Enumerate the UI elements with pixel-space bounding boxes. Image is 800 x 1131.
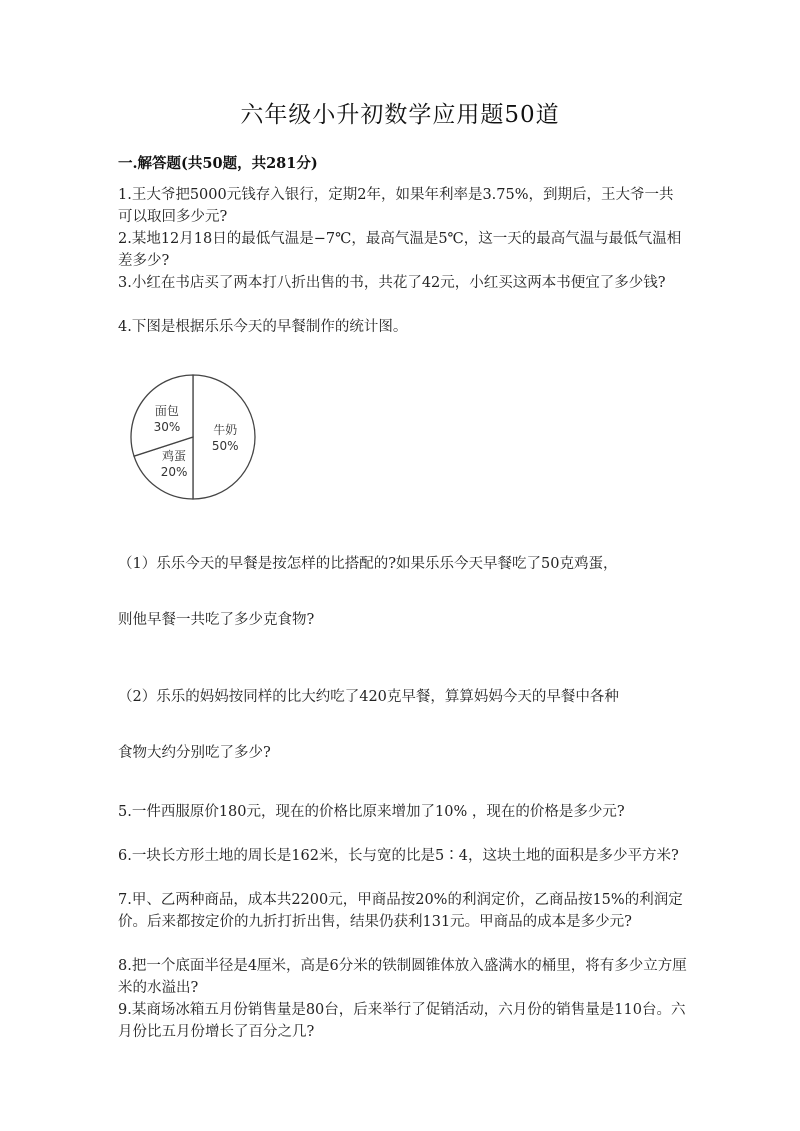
question-4-sub2-line1: （2）乐乐的妈妈按同样的比大约吃了420克早餐，算算妈妈今天的早餐中各种	[118, 689, 619, 705]
question-2: 2.某地12月18日的最低气温是−7℃，最高气温是5℃，这一天的最高气温与最低气温相差多少?	[118, 231, 682, 269]
pie-slice-label-2: 20%	[160, 465, 188, 480]
question-8: 8.把一个底面半径是4厘米，高是6分米的铁制圆锥体放入盛满水的桶里，将有多少立方厘米的水溢出?	[118, 958, 687, 996]
question-4-sub2-line2: 食物大约分别吃了多少?	[118, 745, 271, 761]
pie-slice-name-0: 牛奶	[213, 423, 238, 437]
question-9: 9.某商场冰箱五月份销售量是80台，后来举行了促销活动，六月份的销售量是110台。六月份比五月份增长了百分之几?	[118, 1002, 686, 1040]
page-title: 六年级小升初数学应用题50道	[240, 102, 560, 128]
question-4-sub1-line2: 则他早餐一共吃了多少克食物?	[118, 612, 315, 628]
question-3: 3.小红在书店买了两本打八折出售的书，共花了42元，小红买这两本书便宜了多少钱?	[118, 275, 666, 291]
pie-slice-0	[193, 375, 255, 499]
pie-slice-label-1: 30%	[153, 420, 181, 435]
section-heading: 一.解答题(共50题，共281分)	[118, 155, 318, 172]
question-5: 5.一件西服原价180元，现在的价格比原来增加了10% ，现在的价格是多少元?	[118, 804, 625, 820]
question-4-sub1-line1: （1）乐乐今天的早餐是按怎样的比搭配的?如果乐乐今天早餐吃了50克鸡蛋，	[118, 556, 618, 572]
question-7: 7.甲、乙两种商品，成本共2200元，甲商品按20%的利润定价，乙商品按15%的利润定价。后来都按定价的九折打折出售，结果仍获利131元。甲商品的成本是多少元?	[118, 892, 683, 930]
question-1: 1.王大爷把5000元钱存入银行，定期2年，如果年利率是3.75%，到期后，王大爷一共可以取回多少元?	[118, 187, 674, 225]
pie-svg	[128, 372, 258, 502]
pie-slice-label-0: 50%	[211, 439, 239, 453]
breakfast-pie-chart	[128, 372, 258, 502]
pie-slice-name-1: 面包	[154, 404, 179, 419]
question-6: 6.一块长方形土地的周长是162米，长与宽的比是5∶4，这块土地的面积是多少平方米?	[118, 848, 679, 864]
pie-slice-name-2: 鸡蛋	[162, 449, 187, 464]
question-4: 4.下图是根据乐乐今天的早餐制作的统计图。	[118, 319, 408, 335]
